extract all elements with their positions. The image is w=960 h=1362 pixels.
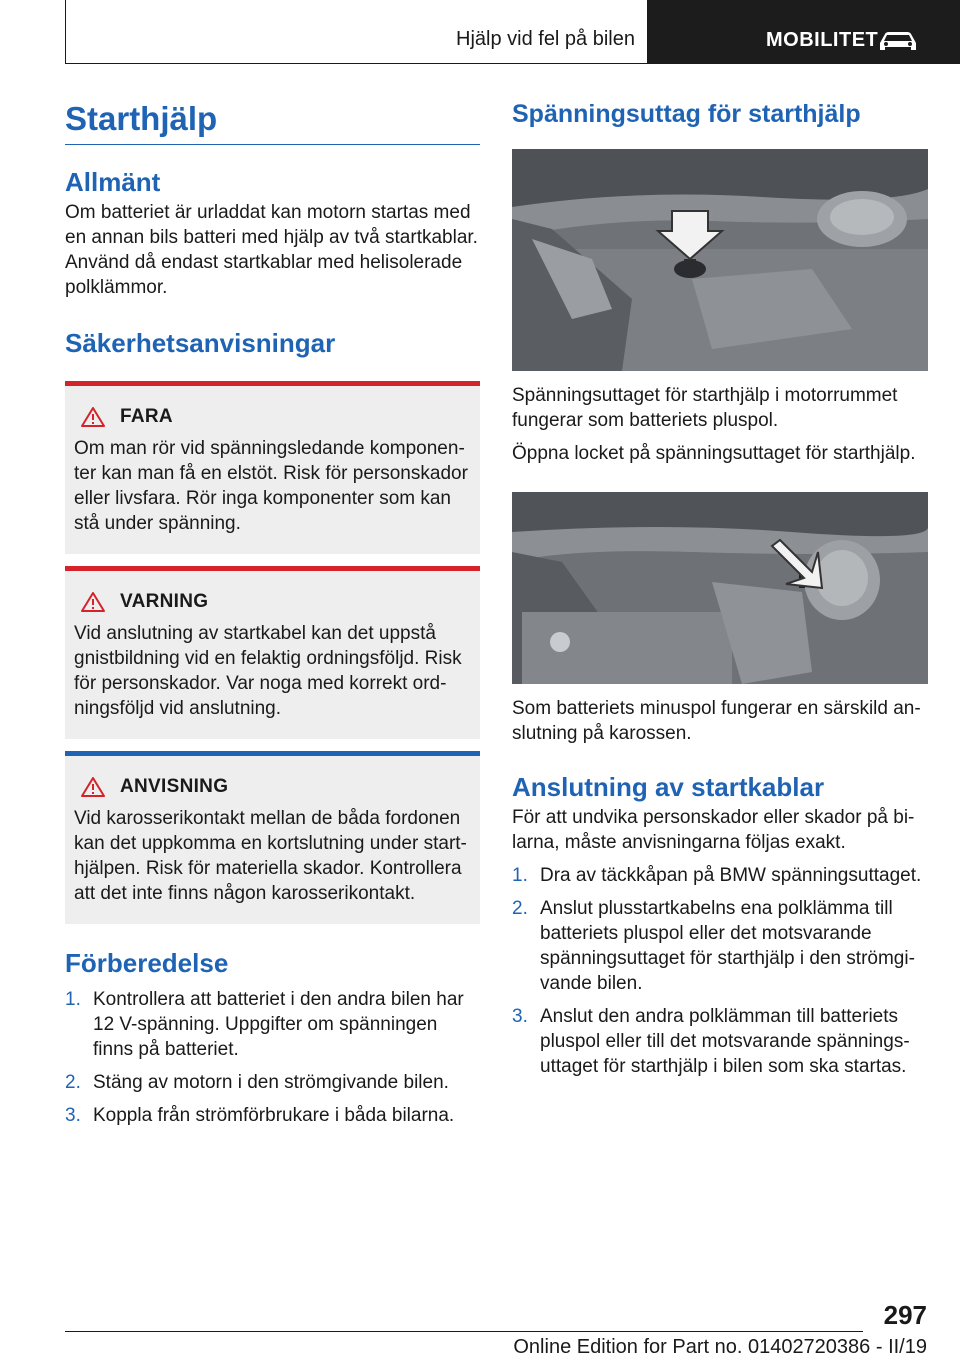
list-item [512, 863, 928, 888]
caption-open-cover: Öppna locket på spänningsuttaget för starthjälp. [512, 443, 916, 464]
warning-title: FARA [120, 406, 173, 427]
heading-socket: Spänningsuttag för starthjälp [512, 100, 861, 128]
step-number: 3. [512, 1006, 528, 1027]
step-text: Anslut den andra polklämman till batteriets pluspol eller till det motsvarande spännings-uttaget för starthjälp i bilen som ska startas. [540, 1006, 910, 1077]
step-number: 2. [65, 1072, 81, 1093]
car-icon [876, 29, 920, 53]
heading-preparation: Förberedelse [65, 948, 229, 978]
step-text: Koppla från strömförbrukare i båda bilarna. [93, 1105, 455, 1126]
step-text: Kontrollera att batteriet i den andra bilen har 12 V-spänning. Uppgifter om spänningen finns på batteriet. [93, 989, 464, 1060]
header-chapter-box [65, 0, 648, 64]
right-column [512, 100, 928, 1087]
warning-text: Om man rör vid spänningsledande komponen-ter kan man få en elstöt. Risk för personskador eller livsfara. Rör inga komponenter som kan stå under spänning. [74, 438, 468, 534]
warning-danger [65, 381, 480, 554]
heading-general: Allmänt [65, 167, 161, 197]
list-item [65, 987, 480, 1062]
warning-text: Vid anslutning av startkabel kan det uppstå gnistbildning vid en felaktig ordningsföljd. Risk för personskador. Var noga med korrekt ord-ningsföljd vid anslutning. [74, 623, 462, 719]
list-item [65, 1070, 480, 1095]
engine-bay-photo-plus [512, 149, 928, 371]
warning-caution [65, 566, 480, 739]
step-text: Stäng av motorn i den strömgivande bilen. [93, 1072, 449, 1093]
page-title: Starthjälp [65, 100, 480, 145]
warning-triangle-icon [80, 406, 106, 428]
connection-steps [512, 863, 928, 1079]
chapter-title: Hjälp vid fel på bilen [456, 28, 635, 50]
warning-triangle-icon [80, 591, 106, 613]
section-tab [648, 0, 960, 64]
step-text: Dra av täckkåpan på BMW spänningsuttaget. [540, 865, 922, 886]
page-number: 297 [883, 1300, 927, 1330]
warning-triangle-icon [80, 776, 106, 798]
footer-divider [65, 1331, 863, 1332]
caption-plus-socket: Spänningsuttaget för starthjälp i motorrummet fungerar som batteriets pluspol. [512, 385, 898, 431]
preparation-steps [65, 987, 480, 1128]
step-number: 1. [65, 989, 81, 1010]
engine-bay-photo-minus [512, 492, 928, 684]
step-text: Anslut plusstartkabelns ena polklämma till batteriets pluspol eller det motsvarande spänningsuttaget för starthjälp i den strömgi-vande bilen. [540, 898, 915, 994]
warning-title: VARNING [120, 591, 209, 612]
list-item [512, 896, 928, 996]
section-tab-label: MOBILITET [766, 29, 879, 51]
warning-title: ANVISNING [120, 776, 229, 797]
caption-minus-terminal: Som batteriets minuspol fungerar en särskild an-slutning på karossen. [512, 698, 921, 744]
left-column [65, 100, 480, 1136]
step-number: 3. [65, 1105, 81, 1126]
heading-connection: Anslutning av startkablar [512, 772, 825, 802]
warning-notice [65, 751, 480, 924]
list-item [65, 1103, 480, 1128]
step-number: 1. [512, 865, 528, 886]
general-text: Om batteriet är urladdat kan motorn startas med en annan bils batteri med hjälp av två startkablar. Använd då endast startkablar med helisolerade polklämmor. [65, 202, 478, 298]
step-number: 2. [512, 898, 528, 919]
list-item [512, 1004, 928, 1079]
heading-safety: Säkerhetsanvisningar [65, 328, 336, 358]
connection-intro: För att undvika personskador eller skador på bi-larna, måste anvisningarna följas exakt. [512, 807, 915, 853]
warning-text: Vid karosserikontakt mellan de båda fordonen kan det uppkomma en kortslutning under start-hjälpen. Risk för materiella skador. Kontrollera att det inte finns någon karosserikontakt. [74, 808, 467, 904]
edition-text: Online Edition for Part no. 01402720386 - II/19 [513, 1336, 927, 1358]
